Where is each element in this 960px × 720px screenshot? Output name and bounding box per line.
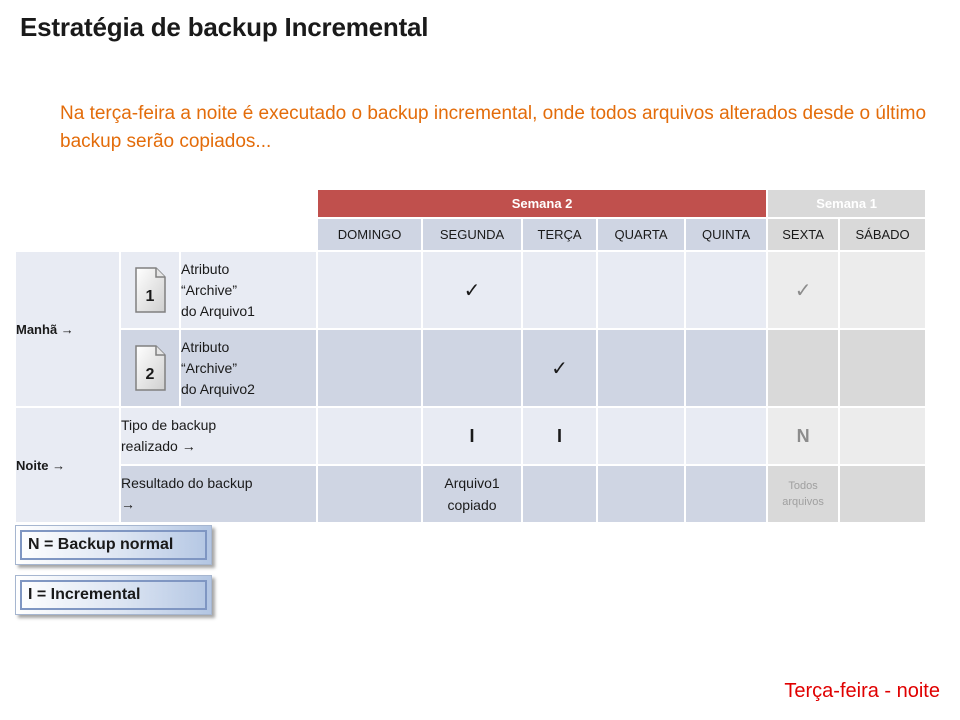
day-header: TERÇA [522,218,597,251]
backup-type-letter: I [469,425,475,446]
footer-caption: Terça-feira - noite [784,680,940,702]
resultado-segunda [422,465,522,523]
tipo-backup-label [120,407,317,465]
file1-attribute-label [180,251,317,329]
intro-text: Na terça-feira a noite é executado o backup incremental, onde todos arquivos alterados desde o último backup serão copiados... [60,103,927,152]
label-line: Atributo [181,338,230,355]
week-1-header: Semana 1 [767,189,926,218]
check-segunda-file1 [422,251,522,329]
label-line: Resultado do backup [121,475,253,491]
label-line: Atributo [181,260,230,277]
label-line: realizado → [121,438,196,454]
tipo-sexta [767,407,839,465]
row-label-manha: Manhã → [15,251,120,407]
result-line: Todos [788,480,818,492]
tipo-segunda [422,407,522,465]
day-header-row [15,218,926,251]
label-line: “Archive” [181,359,238,376]
checkmark-icon: ✓ [463,279,481,302]
legend-incremental-label: I = Incremental [20,580,207,610]
result-line: copiado [447,497,497,513]
document-icon [130,341,170,395]
day-header: SEGUNDA [422,218,522,251]
label-line: → [121,496,135,512]
row-label-noite: Noite → [15,407,120,523]
legend-incremental [15,575,212,615]
backup-schedule-table [14,188,927,524]
day-header: DOMINGO [317,218,422,251]
resultado-backup-label [120,465,317,523]
backup-type-letter: I [557,425,563,446]
check-terca-file2 [522,329,597,407]
week-header-row [15,189,926,218]
table-row-file1 [15,251,926,329]
file-number: 1 [145,288,155,305]
file2-icon-cell [120,329,180,407]
week-2-header: Semana 2 [317,189,767,218]
table-row-tipo [15,407,926,465]
label-line: Tipo de backup [121,417,217,433]
day-header: QUINTA [685,218,767,251]
legend-normal [15,525,212,565]
file2-attribute-label [180,329,317,407]
result-line: arquivos [782,496,824,508]
label-line: do Arquivo1 [181,302,255,319]
day-header: SÁBADO [839,218,926,251]
result-line: Arquivo1 [444,475,500,491]
file-number: 2 [145,366,155,383]
label-line: “Archive” [181,281,238,298]
tipo-terca [522,407,597,465]
day-header: QUARTA [597,218,685,251]
page-title: Estratégia de backup Incremental [20,12,429,42]
check-sexta-file1 [767,251,839,329]
document-icon [130,263,170,317]
file1-icon-cell [120,251,180,329]
backup-type-letter: N [796,425,810,446]
checkmark-icon: ✓ [794,279,812,302]
label-line: do Arquivo2 [181,380,255,397]
legend-normal-label: N = Backup normal [20,530,207,560]
resultado-sexta [767,465,839,523]
day-header: SEXTA [767,218,839,251]
checkmark-icon: ✓ [551,357,568,380]
table-row-file2 [15,329,926,407]
table-row-resultado [15,465,926,523]
